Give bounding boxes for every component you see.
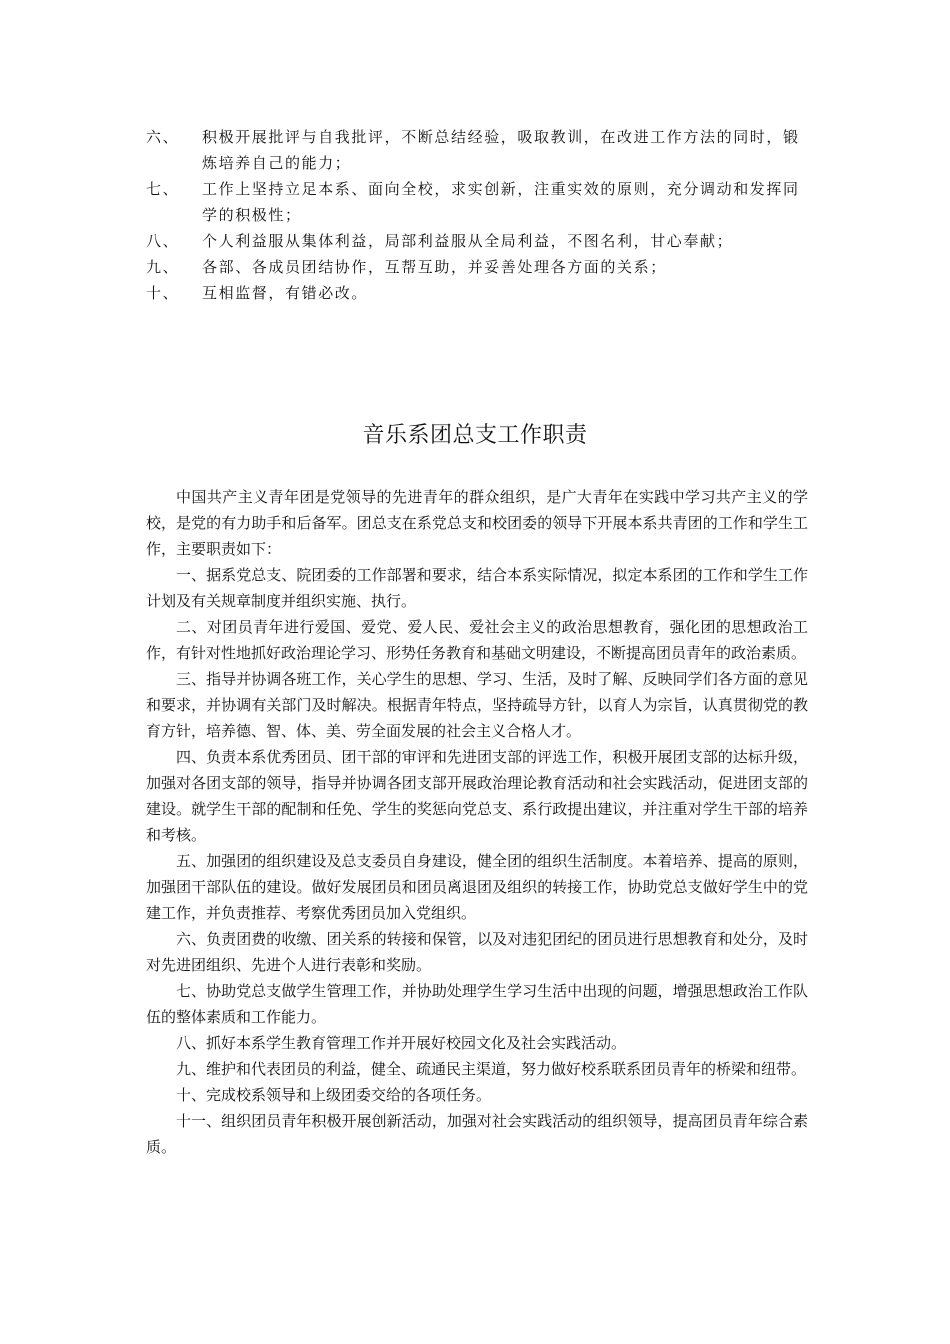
paragraph: 中国共产主义青年团是党领导的先进青年的群众组织，是广大青年在实践中学习共产主义的学校，是党的有力助手和后备军。团总支在系党总支和校团委的领导下开展本系共青团的工作和学生工作，主要职责如下： [146, 488, 808, 558]
paragraph: 五、加强团的组织建设及总支委员自身建设，健全团的组织生活制度。本着培养、提高的原则，加强团干部队伍的建设。做好发展团员和团员离退团及组织的转接工作，协助党总支做好学生中的党建工作，并负责推荐、考察优秀团员加入党组织。 [146, 852, 808, 922]
paragraph: 二、对团员青年进行爱国、爱党、爱人民、爱社会主义的政治思想教育，强化团的思想政治工作，有针对性地抓好政治理论学习、形势任务教育和基础文明建设，不断提高团员青年的政治素质。 [146, 618, 808, 662]
paragraph: 六、负责团费的收缴、团关系的转接和保管，以及对违犯团纪的团员进行思想教育和处分，及时对先进团组织、先进个人进行表彰和奖励。 [146, 930, 808, 974]
paragraph: 十、完成校系领导和上级团委交给的各项任务。 [176, 1086, 492, 1104]
list-item [146, 228, 810, 254]
item-number: 七、 [146, 180, 180, 198]
item-text: 各部、各成员团结协作，互帮互助，并妥善处理各方面的关系； [202, 258, 667, 276]
list-item [146, 280, 810, 306]
list-item [146, 176, 810, 228]
item-text: 工作上坚持立足本系、面向全校，求实创新，注重实效的原则，充分调动和发挥同学的积极性； [202, 180, 800, 224]
list-item [146, 124, 810, 176]
paragraph: 九、维护和代表团员的利益，健全、疏通民主渠道，努力做好校系联系团员青年的桥梁和纽带。 [176, 1060, 807, 1078]
paragraph: 十一、组织团员青年积极开展创新活动，加强对社会实践活动的组织领导，提高团员青年综合素质。 [146, 1112, 808, 1156]
principles-list [146, 124, 810, 306]
paragraph: 四、负责本系优秀团员、团干部的审评和先进团支部的评选工作，积极开展团支部的达标升级，加强对各团支部的领导，指导并协调各团支部开展政治理论教育活动和社会实践活动，促进团支部的建设。就学生干部的配制和任免、学生的奖惩向党总支、系行政提出建议，并注重对学生干部的培养和考核。 [146, 748, 808, 844]
paragraph: 三、指导并协调各班工作，关心学生的思想、学习、生活，及时了解、反映同学们各方面的意见和要求，并协调有关部门及时解决。根据青年特点，坚持疏导方针，以育人为宗旨，认真贯彻党的教育方针，培养德、智、体、美、劳全面发展的社会主义合格人才。 [146, 670, 808, 740]
paragraph: 八、抓好本系学生教育管理工作并开展好校园文化及社会实践活动。 [176, 1034, 627, 1052]
list-item [146, 254, 810, 280]
item-text: 个人利益服从集体利益，局部利益服从全局利益，不图名利，甘心奉献； [202, 232, 734, 250]
item-number: 八、 [146, 232, 180, 250]
item-number: 九、 [146, 258, 180, 276]
item-number: 十、 [146, 284, 180, 302]
item-text: 互相监督，有错必改。 [202, 284, 369, 302]
paragraph: 一、据系党总支、院团委的工作部署和要求，结合本系实际情况，拟定本系团的工作和学生工作计划及有关规章制度并组织实施、执行。 [146, 566, 808, 610]
section-title: 音乐系团总支工作职责 [362, 423, 588, 448]
item-number: 六、 [146, 128, 180, 146]
section-body [146, 484, 808, 1160]
item-text: 积极开展批评与自我批评，不断总结经验，吸取教训，在改进工作方法的同时，锻炼培养自己的能力； [202, 128, 800, 172]
paragraph: 七、协助党总支做学生管理工作，并协助处理学生学习生活中出现的问题，增强思想政治工作队伍的整体素质和工作能力。 [146, 982, 808, 1026]
